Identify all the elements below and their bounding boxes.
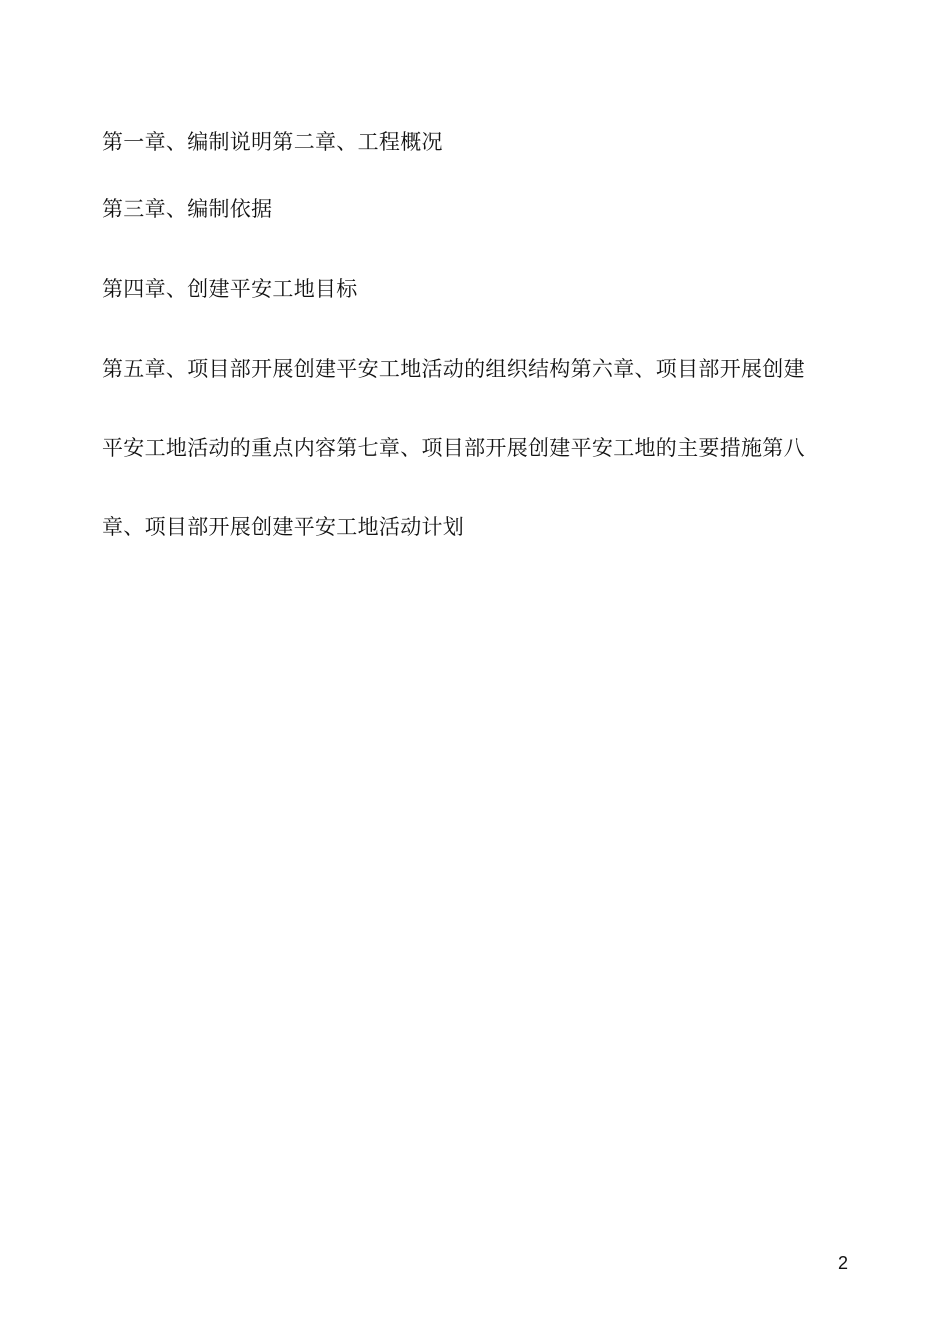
toc-line: 章、项目部开展创建平安工地活动计划 <box>102 515 465 539</box>
toc-line: 第四章、创建平安工地目标 <box>102 277 358 301</box>
page-number: 2 <box>838 1253 849 1273</box>
toc-line: 平安工地活动的重点内容第七章、项目部开展创建平安工地的主要措施第八 <box>102 436 805 460</box>
toc-line: 第五章、项目部开展创建平安工地活动的组织结构第六章、项目部开展创建 <box>102 357 805 381</box>
toc-line: 第三章、编制依据 <box>102 197 273 221</box>
toc-line: 第一章、编制说明第二章、工程概况 <box>102 130 443 154</box>
